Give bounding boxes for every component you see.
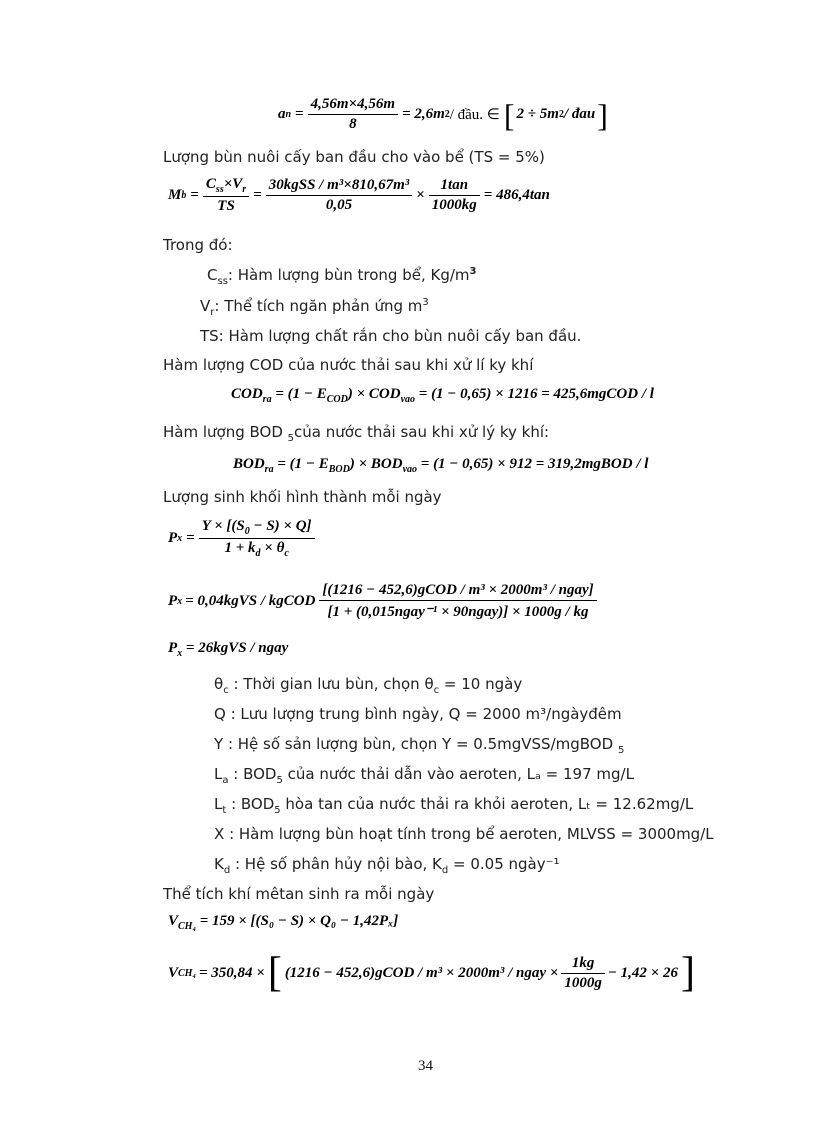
eq-an-numerator: 4,56m×4,56m	[308, 96, 398, 115]
param-5-sym: X	[214, 825, 225, 843]
def-css: $C_{ss}$: Hàm lượng bùn trong bể, $Kg/m^3$	[207, 266, 477, 287]
param-1-text: : Lưu lượng trung bình ngày, Q = 2000 m³/ngàyđêm	[230, 705, 622, 723]
px-intro-line: Lượng sinh khối hình thành mỗi ngày	[163, 488, 442, 506]
param-3-tail: của nước thải dẫn vào aeroten, Lₐ = 197 mg/L	[282, 765, 634, 783]
eq-cod-mid2-sub: vao	[400, 394, 416, 405]
eq-cod-lhs-sub: ra	[262, 394, 272, 405]
eq-mb-fraction-2	[266, 177, 412, 214]
def-css-symbol: C	[207, 266, 218, 284]
param-theta-c	[214, 675, 522, 696]
eq-bod-lhs-sub: ra	[264, 464, 274, 475]
eq-vch4-2-tail: − 1,42 × 26	[607, 964, 678, 981]
bod-intro-a: Hàm lượng BOD	[163, 423, 283, 441]
param-0-text: : Thời gian lưu bùn, chọn θ	[233, 675, 434, 693]
equation-bod	[233, 456, 648, 475]
eq-cod-lhs: COD	[231, 386, 263, 402]
equation-area-per-head: a n = $\frac{4,56m\times 4,56m}{8}$ = 2,6m 2 / đầu. ∈ [ 2 ÷ 5m 2 / đau ]	[278, 96, 608, 133]
def-css-symbol-sub: ss	[217, 276, 228, 287]
eq-mb-f1-num: C	[205, 176, 216, 192]
eq-an-range: 2 ÷ 5m	[516, 106, 559, 122]
def-vr-symbol: V	[200, 297, 211, 315]
equation-px-general: P x = $\frac{Y \times [(S_0 - S) \times Q]}{1 + k_d \times \theta_c}$	[168, 518, 315, 559]
param-q	[214, 705, 622, 723]
eq-px3-rhs: = 26kgVS / ngay	[185, 640, 289, 656]
eq-px1-num-b-sub: 0	[244, 526, 250, 537]
param-la	[214, 765, 634, 786]
eq-px2-den: [1 + (0,015ngay⁻¹ × 90ngay)] × 1000g / kg	[327, 604, 589, 620]
eq-cod-mid-sub: COD	[326, 394, 348, 405]
eq-an-lhs-sub: n	[285, 109, 292, 120]
eq-cod-rhs: = (1 − 0,65) × 1216 = 425,6mgCOD / l	[418, 386, 654, 402]
param-4-tail: hòa tan của nước thải ra khỏi aeroten, Lₜ = 12.62mg/L	[280, 795, 694, 813]
mb-intro-line: Lượng bùn nuôi cấy ban đầu cho vào bể (TS = 5%)	[163, 148, 545, 166]
param-6-text: : Hệ số phân hủy nội bào, K	[234, 855, 442, 873]
eq-px1-num-a: Y ×	[201, 518, 223, 534]
eq-cod-mid: = (1 − E	[275, 386, 327, 402]
eq-cod-mid2: ) × COD	[347, 386, 401, 402]
eq-bod-mid: = (1 − E	[277, 456, 329, 472]
eq-an-lhs: a	[278, 106, 286, 122]
eq-vch4-1-rhs: = 159 × [(S₀ − S) × Q₀ − 1,42Pₓ]	[199, 913, 399, 929]
bod-intro-sub: 5	[287, 433, 295, 444]
eq-vch4-2-body: (1216 − 452,6)gCOD / m³ × 2000m³ / ngay ×	[284, 964, 559, 981]
eq-px2-lhs: P	[168, 593, 178, 609]
bod-intro-b: của nước thải sau khi xử lý ky khí:	[294, 423, 550, 441]
param-0-sub: c	[223, 685, 229, 696]
eq-px3-lhs-sub: x	[177, 648, 183, 659]
eq-px1-lhs: P	[168, 530, 178, 546]
eq-px1-den-b: × θ	[260, 540, 285, 556]
eq-px1-den-a-sub: d	[255, 548, 261, 559]
def-vr: $V_r$: Thể tích ngăn phản ứng $m^3$	[200, 297, 429, 318]
eq-px2-lhs-sub: x	[177, 596, 183, 607]
param-x	[214, 825, 714, 843]
param-2-text-sub: 5	[617, 745, 625, 756]
eq-mb-lhs: M	[168, 187, 182, 203]
param-3-sym: L	[214, 765, 223, 783]
def-vr-symbol-sub: r	[210, 307, 215, 318]
eq-mb-fraction-3	[429, 177, 480, 214]
eq-px2-fraction	[319, 582, 596, 621]
param-6-tail: = 0.05 ngày⁻¹	[448, 855, 560, 873]
eq-vch4-2-lhs: V	[168, 964, 179, 981]
equation-vch4-numeric: V CH₄ = 350,84 × [ (1216 − 452,6)gCOD / m³ × 2000m³ / ngay × $\frac{1kg}{1000g}$ − 1,42 × 26 ]	[168, 950, 695, 996]
eq-px1-num-c: − S) × Q]	[249, 518, 312, 534]
eq-an-unit: / đầu. ∈	[449, 107, 500, 123]
equation-sludge-mass: M b = $\frac{C_{ss}\times V_r}{TS}$ = $\frac{\text{30kgSS / m³×810,67m³}}{0,05}$ × $\frac{1\tan}{1000kg}$ = 486,4tan	[168, 176, 550, 214]
param-0-tail: = 10 ngày	[439, 675, 523, 693]
param-kd	[214, 855, 560, 876]
eq-vch4-2-frac-num: 1kg	[561, 955, 605, 974]
eq-bod-mid2-sub: vao	[402, 464, 418, 475]
eq-mb-f1-den: TS	[217, 198, 235, 214]
eq-bod-lhs: BOD	[233, 456, 265, 472]
param-1-sym: Q	[214, 705, 226, 723]
eq-mb-f3-den: 1000kg	[431, 197, 477, 213]
eq-px2-coef: = 0,04kgVS / kgCOD	[185, 593, 316, 609]
param-3-text: : BOD	[233, 765, 277, 783]
eq-an-range-tail: / đau	[563, 106, 596, 122]
eq-px1-fraction	[199, 518, 315, 559]
param-6-text-sub: d	[441, 865, 449, 876]
eq-px1-num-b: [(S	[226, 518, 245, 534]
param-3-sub: a	[222, 775, 229, 786]
param-3-text-sub: 5	[276, 775, 283, 786]
eq-vch4-2-lhs-sub: CH₄	[178, 967, 196, 979]
eq-an-fraction	[308, 96, 398, 133]
param-4-text: : BOD	[231, 795, 275, 813]
eq-mb-fraction-1	[203, 176, 249, 215]
eq-mb-f1-num-sub: ss	[215, 184, 224, 195]
eq-vch4-1-lhs: V	[168, 913, 179, 929]
param-4-sub: t	[222, 805, 227, 816]
param-0-text-sub: c	[433, 685, 440, 696]
eq-px1-den-a: 1 + k	[224, 540, 256, 556]
param-0-sym: θ	[214, 675, 224, 693]
eq-px1-den-b-sub: c	[284, 548, 289, 559]
equation-px-numeric	[168, 582, 597, 621]
param-y	[214, 735, 624, 756]
eq-vch4-1-lhs-sub: CH₄	[178, 921, 196, 932]
eq-bod-mid2: ) × BOD	[349, 456, 403, 472]
param-6-sym: K	[214, 855, 224, 873]
eq-mb-f1-num-tail: ×V	[223, 176, 243, 192]
eq-vch4-2-coef: = 350,84 ×	[198, 964, 265, 981]
eq-mb-lhs-sub: b	[181, 190, 187, 201]
def-css-text: : Hàm lượng bùn trong bể, Kg/m	[227, 266, 470, 284]
param-6-sub: d	[223, 865, 231, 876]
def-ts: TS: Hàm lượng chất rắn cho bùn nuôi cấy ban đầu.	[200, 327, 582, 345]
equation-vch4-general	[168, 913, 398, 932]
eq-mb-f2-num: 30kgSS / m³×810,67m³	[266, 177, 412, 196]
eq-an-denominator: 8	[349, 116, 357, 132]
equation-px-result	[168, 640, 288, 659]
param-2-sym: Y	[214, 735, 224, 753]
eq-mb-f1-num-tail-sub: r	[242, 184, 247, 195]
eq-mb-f2-den: 0,05	[325, 197, 353, 213]
eq-an-value: = 2,6m	[402, 106, 445, 122]
vch4-intro-line: Thể tích khí mêtan sinh ra mỗi ngày	[163, 885, 435, 903]
eq-bod-rhs: = (1 − 0,65) × 912 = 319,2mgBOD / l	[420, 456, 649, 472]
def-vr-text: : Thể tích ngăn phản ứng m	[214, 297, 423, 315]
page-number: 34	[418, 1058, 433, 1074]
param-4-text-sub: 5	[274, 805, 281, 816]
param-4-sym: L	[214, 795, 223, 813]
equation-cod	[231, 386, 654, 405]
trong-do-label: Trong đó:	[163, 236, 233, 254]
cod-intro-line: Hàm lượng COD của nước thải sau khi xử lí ky khí	[163, 356, 534, 374]
eq-vch4-2-fraction	[561, 955, 605, 992]
eq-vch4-2-frac-den: 1000g	[564, 974, 602, 991]
param-5-text: : Hàm lượng bùn hoạt tính trong bể aeroten, MLVSS = 3000mg/L	[229, 825, 714, 843]
eq-bod-mid-sub: BOD	[328, 464, 350, 475]
param-2-text: : Hệ số sản lượng bùn, chọn Y = 0.5mgVSS/mgBOD	[227, 735, 614, 753]
bod-intro-line	[163, 423, 549, 444]
eq-px1-lhs-sub: x	[177, 533, 183, 544]
eq-px3-lhs: P	[168, 640, 178, 656]
eq-px2-num: [(1216 − 452,6)gCOD / m³ × 2000m³ / ngay]	[319, 582, 596, 601]
param-lt	[214, 795, 693, 816]
eq-mb-f3-num: 1tan	[429, 177, 480, 196]
eq-mb-result: = 486,4tan	[483, 187, 550, 203]
